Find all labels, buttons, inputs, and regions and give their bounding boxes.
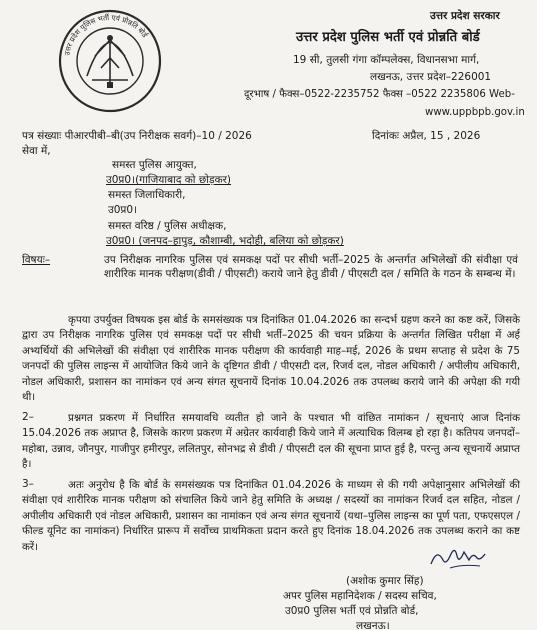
handwritten-signature: [428, 544, 488, 572]
board-address-line2: लखनऊ, उत्तर प्रदेश–226001: [370, 71, 492, 83]
govt-label: उत्तर प्रदेश सरकार: [430, 10, 500, 22]
paragraph-2: [22, 411, 520, 473]
paragraph-3-number: 3–: [22, 478, 34, 490]
signatory-name: (अशोक कुमार सिंह): [346, 575, 424, 587]
paragraph-3-text: अतः अनुरोध है कि बोर्ड के समसंख्यक पत्र दिनांकित 01.04.2026 के माध्यम से की गयी अपेक्षानुसार अभिलेखों की संवीक्षा एवं शारीरिक मानक परीक्षण को संचालित किये जाने हेतु समिति के अध्यक्ष / सदस्यों का नामांकन रिजर्व दल सहित, नोडल / अपीलीय अधिकारी एवं नोडल अधिकारी, प्रशासन का नामांकन एवं अन्य संगत सूचनायें (यथा–पुलिस लाइन्स का पूर्ण पता, एफएसएल / फील्ड यूनिट का नामांकन) निर्धारित प्रारूप में सर्वोच्च प्राथमिकता प्रदान करते हुए दिनांक 18.04.2026 तक उपलब्ध कराने का कष्ट करें।: [22, 479, 520, 553]
subject-text: उप निरीक्षक नागरिक पुलिस एवं समकक्ष पदों पर सीधी भर्ती–2025 के अन्तर्गत अभिलेखों की संवीक्षा एवं शारीरिक मानक परीक्षण(डीवी / पीएसटी) कराये जाने हेतु डीवी / पीएसटी दल / समिति के गठन के सम्बन्ध में।: [104, 254, 518, 280]
signatory-office: उ0प्र0 पुलिस भर्ती एवं प्रोन्नति बोर्ड,: [285, 605, 419, 617]
recipient-3-line1: समस्त वरिष्ठ / पुलिस अधीक्षक,: [108, 220, 227, 232]
seva-mein: सेवा में,: [22, 145, 51, 157]
paragraph-2-text: प्रश्नगत प्रकरण में निर्धारित समयावधि व्यतीत हो जाने के पश्चात भी वांछित नामांकन / सूचनाएं आज दिनांक 15.04.2026 तक अप्राप्त है, जिसके कारण प्रकरण में अग्रेतर कार्यवाही किये जाने में अत्याधिक विलम्ब हो रहा है। कतिपय जनपदों–महोबा, उन्नाव, जौनपुर, गाजीपुर हमीरपुर, ललितपुर, सोनभद्र से डीवी / पीएसटी दल की सूचना प्राप्त हुई है, परन्तु अन्य सूचनायें अप्राप्त है।: [22, 412, 520, 471]
recipient-1-line1: समस्त पुलिस आयुक्त,: [112, 159, 197, 171]
letter-reference: पत्र संख्याः पीआरपीबी–बी(उप निरीक्षक सवर्ग)–10 / 2026: [22, 130, 252, 142]
recipient-3-line2: उ0प्र0। (जनपद–हापुड़, कौशाम्बी, भदोही, बलिया को छोड़कर): [106, 235, 344, 247]
board-contact: दूरभाष / फैक्स–0522-2235752 फैक्स –0522 2235806 Web-: [244, 89, 515, 100]
seal-ring-text: उत्तर प्रदेश पुलिस भर्ती एवं प्रोन्नति बोर्ड: [62, 12, 150, 57]
recipient-2-line1: समस्त जिलाधिकारी,: [108, 189, 186, 201]
signatory-place: लखनऊ।: [356, 620, 390, 630]
board-address-line1: 19 सी, तुलसी गंगा कॉम्पलेक्स, विधानसभा मार्ग,: [293, 54, 480, 66]
board-name: उत्तर प्रदेश पुलिस भर्ती एवं प्रोन्नति बोर्ड: [296, 30, 480, 45]
paragraph-1: [22, 313, 520, 405]
board-website: www.uppbpb.gov.in: [425, 107, 525, 118]
letter-date: दिनांकः अप्रैल, 15 , 2026: [372, 130, 481, 142]
paragraph-2-number: 2–: [22, 411, 34, 423]
subject-label: विषयः–: [22, 254, 51, 266]
paragraph-1-text: कृपया उपर्युक्त विषयक इस बोर्ड के समसंख्यक पत्र दिनांकित 01.04.2026 का सन्दर्भ ग्रहण करने का कष्ट करें, जिसके द्वारा उप निरीक्षक नागरिक पुलिस एवं समकक्ष पदों पर सीधी भर्ती–2025 की चयन प्रक्रिया के अन्तर्गत लिखित परीक्षा में अर्ह अभ्यर्थियों की अभिलेखों की संवीक्षा एवं शारीरिक मानक परीक्षण की कार्यवाही माह–मई, 2026 के प्रथम सप्ताह से प्रदेश के 75 जनपदों की पुलिस लाइन्स में आयोजित किये जाने के दृष्टिगत डीवी / पीएसटी दल, रिजर्व दल, नोडल अधिकारी / अपीलीय अधिकारी, नोडल अधिकारी, प्रशासन का नामांकन एवं अन्य संगत सूचनायें दिनांक 10.04.2026 तक उपलब्ध कराये जाने की अपेक्षा की गयी थी।: [22, 314, 520, 404]
recipient-2-line2: उ0प्र0।: [108, 204, 138, 216]
recipient-1-line2: उ0प्र0।(गाजियाबाद को छोड़कर): [106, 174, 232, 186]
signatory-designation: अपर पुलिस महानिदेशक / सदस्य सचिव,: [283, 590, 437, 602]
board-seal-emblem: [57, 8, 163, 114]
